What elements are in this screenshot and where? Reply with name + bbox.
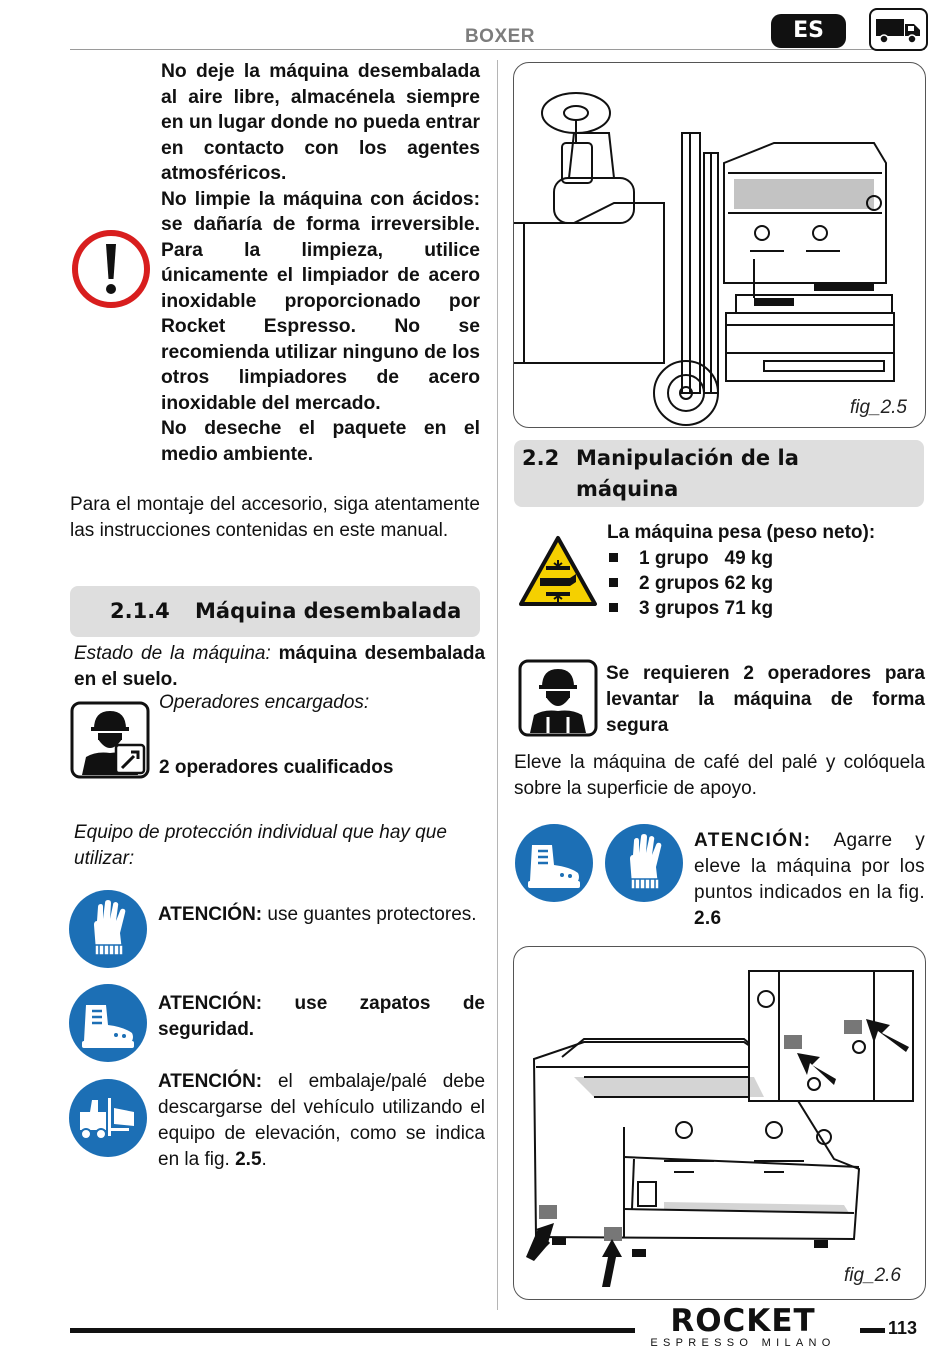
machine-lift-points-illustration: [514, 947, 925, 1299]
rocket-logo-subtitle: ESPRESSO MILANO: [650, 1337, 836, 1349]
section-title-line2: máquina: [576, 477, 679, 501]
footer-rule: [860, 1328, 885, 1333]
warning-paragraph: No deseche el paquete en el medio ambiente.: [161, 418, 480, 465]
safety-shoes-icon: [514, 823, 594, 903]
section-number: 2.1.4: [110, 599, 170, 623]
document-model-title: BOXER: [464, 26, 536, 47]
attention-grip-label: ATENCIÓN:: [694, 830, 812, 851]
section-title: Máquina desembalada: [195, 599, 462, 623]
warning-exclamation-icon: [70, 228, 152, 310]
section-heading-2-2: [514, 440, 924, 507]
attention-gloves-label: ATENCIÓN:: [158, 904, 263, 925]
attention-pallet-label: ATENCIÓN:: [158, 1071, 263, 1092]
operators-label: Operadores encargados:: [159, 692, 370, 713]
delivery-truck-icon: [869, 8, 928, 51]
attention-pallet: [158, 1069, 485, 1173]
warning-text-block: [161, 59, 480, 467]
attention-gloves-text: use guantes protectores.: [267, 904, 477, 925]
weight-list: [607, 546, 773, 621]
operators-value: 2 operadores cualificados: [159, 757, 394, 778]
weight-title: La máquina pesa (peso neto):: [607, 522, 876, 543]
header-rule: [70, 49, 925, 50]
crush-hazard-icon: [518, 534, 598, 608]
column-divider: [497, 60, 498, 1310]
list-item: 3 grupos 71 kg: [607, 596, 773, 621]
figure-2-6-lift-points: [513, 946, 926, 1300]
footer-rule: [70, 1328, 635, 1333]
machine-state-label: Estado de la máquina:: [74, 643, 271, 664]
figure-2-5-forklift: [513, 62, 926, 428]
figure-reference: 2.5: [235, 1149, 262, 1170]
ppe-label: Equipo de protección individual que hay que utilizar:: [74, 822, 447, 869]
rocket-logo: ROCKET: [670, 1303, 816, 1339]
attention-grip: [694, 828, 925, 932]
machine-state-value: máquina desembalada en el suelo.: [74, 643, 486, 690]
warning-paragraph: No limpie la máquina con ácidos: se dañaría de forma irreversible. Para la limpieza, utilice únicamente el limpiador de acero inoxidable proporcionado por Rocket Espresso. No se recomienda utilizar ninguno de los otros limpiadores de acero inoxidable del mercado.: [161, 188, 480, 414]
attention-pallet-end: .: [261, 1149, 267, 1170]
list-item: 1 grupo 49 kg: [607, 546, 773, 571]
section-heading-2-1-4: [70, 586, 480, 637]
two-operators-icon: [518, 659, 598, 737]
attention-gloves: [158, 902, 485, 928]
attention-grip-text: Agarre y eleve la máquina por los puntos indicados en la fig.: [694, 830, 925, 903]
section-title-line1: Manipulación de la: [576, 446, 799, 470]
list-item: 2 grupos 62 kg: [607, 571, 773, 596]
figure-2-6-caption: fig_2.6: [843, 1265, 901, 1286]
lift-instruction: Eleve la máquina de café del palé y colóquela sobre la superficie de apoyo.: [514, 752, 925, 799]
warning-paragraph: No deje la máquina desembalada al aire libre, almacénela siempre en un lugar donde no pueda entrar en contacto con los agentes atmosféricos.: [161, 61, 480, 184]
attention-pallet-text: el embalaje/palé debe descargarse del vehículo utilizando el equipo de elevación, como se indica en la fig.: [158, 1071, 486, 1170]
safety-gloves-icon: [68, 889, 148, 969]
forklift-illustration: [514, 63, 925, 427]
page-number: 113: [888, 1318, 918, 1338]
section-number: 2.2: [522, 446, 560, 470]
assembly-note: Para el montaje del accesorio, siga atentamente las instrucciones contenidas en este manual.: [70, 494, 480, 541]
forklift-lifting-icon: [68, 1078, 148, 1158]
figure-reference: 2.6: [694, 908, 722, 929]
machine-state: [74, 641, 485, 693]
safety-gloves-icon: [604, 823, 684, 903]
qualified-operator-icon: [70, 701, 150, 779]
language-badge: ES: [771, 14, 846, 48]
safety-shoes-icon: [68, 983, 148, 1063]
two-operators-note: Se requieren 2 operadores para levantar la máquina de forma segura: [606, 663, 925, 736]
figure-2-5-caption: fig_2.5: [849, 397, 907, 418]
attention-shoes: ATENCIÓN: use zapatos de seguridad.: [158, 993, 485, 1040]
